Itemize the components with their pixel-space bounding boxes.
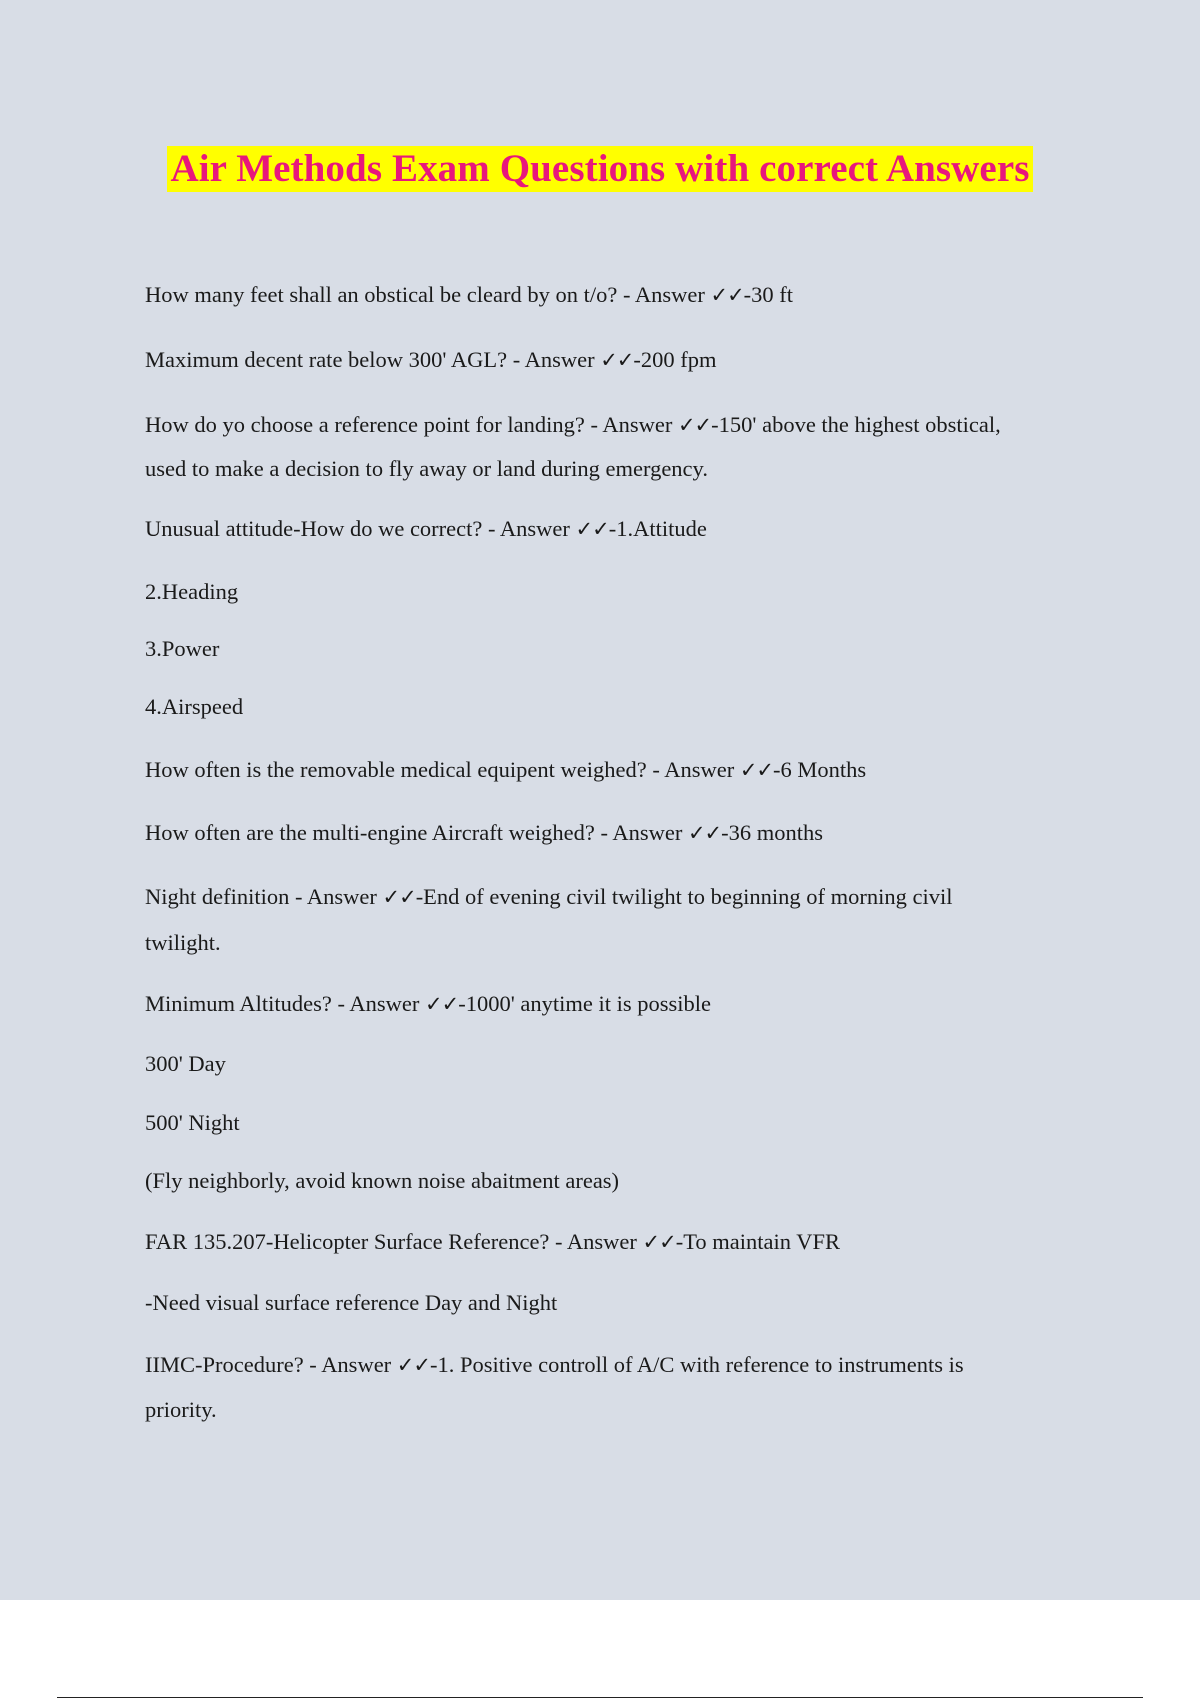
qa-line (145, 810, 1085, 856)
title-container (0, 146, 1200, 192)
checkmark-icon: ✓✓ (710, 283, 744, 307)
document-title: Air Methods Exam Questions with correct Answers (167, 146, 1032, 192)
qa-line (145, 272, 1085, 318)
continuation-line: twilight. (145, 930, 221, 955)
checkmark-icon: ✓✓ (600, 348, 634, 372)
qa-line (145, 981, 1085, 1027)
checkmark-icon: ✓✓ (425, 992, 459, 1016)
qa-line (145, 506, 1085, 552)
question-text: Maximum decent rate below 300' AGL? - Answer (145, 347, 601, 372)
list-item: 2.Heading (145, 579, 239, 604)
list-item: 500' Night (145, 1110, 240, 1135)
question-text: How often is the removable medical equipent weighed? - Answer (145, 757, 740, 782)
answer-text: -30 ft (743, 282, 794, 307)
qa-line (145, 337, 1085, 383)
checkmark-icon: ✓✓ (396, 1353, 430, 1377)
answer-text: -36 months (721, 820, 824, 845)
qa-line (145, 1342, 1085, 1388)
checkmark-icon: ✓✓ (739, 758, 774, 782)
answer-text: -6 Months (773, 757, 867, 782)
continuation-line: priority. (145, 1397, 217, 1422)
list-item: 300' Day (145, 1051, 226, 1076)
question-text: How many feet shall an obstical be cleard by on t/o? - Answer (145, 282, 711, 307)
question-text: IIMC-Procedure? - Answer (145, 1352, 397, 1377)
qa-line (145, 874, 1085, 920)
continuation-line: used to make a decision to fly away or land during emergency. (145, 456, 708, 481)
qa-line (145, 1219, 1085, 1265)
answer-text: -End of evening civil twilight to beginning of morning civil (415, 884, 953, 909)
checkmark-icon: ✓✓ (642, 1230, 676, 1254)
answer-text: -1.Attitude (608, 516, 707, 541)
list-item: -Need visual surface reference Day and Night (145, 1290, 558, 1315)
qa-line (145, 747, 1085, 793)
question-text: Unusual attitude-How do we correct? - Answer (145, 516, 576, 541)
question-text: Minimum Altitudes? - Answer (145, 991, 425, 1016)
question-text: How do yo choose a reference point for landing? - Answer (145, 412, 678, 437)
answer-text: -1000' anytime it is possible (458, 991, 711, 1016)
footer-divider (57, 1697, 1143, 1698)
checkmark-icon: ✓✓ (575, 517, 609, 541)
question-text: How often are the multi-engine Aircraft weighed? - Answer (145, 820, 688, 845)
question-text: FAR 135.207-Helicopter Surface Reference? - Answer (145, 1229, 643, 1254)
checkmark-icon: ✓✓ (382, 885, 416, 909)
answer-text: -1. Positive controll of A/C with reference to instruments is (430, 1352, 964, 1377)
list-item: 3.Power (145, 636, 220, 661)
answer-text: -200 fpm (633, 347, 717, 372)
question-text: Night definition - Answer (145, 884, 383, 909)
answer-text: -150' above the highest obstical, (711, 412, 1001, 437)
list-item: 4.Airspeed (145, 694, 244, 719)
checkmark-icon: ✓✓ (687, 821, 722, 845)
checkmark-icon: ✓✓ (677, 413, 712, 437)
list-item: (Fly neighborly, avoid known noise abaitment areas) (145, 1168, 620, 1193)
answer-text: -To maintain VFR (675, 1229, 840, 1254)
qa-line (145, 402, 1085, 448)
